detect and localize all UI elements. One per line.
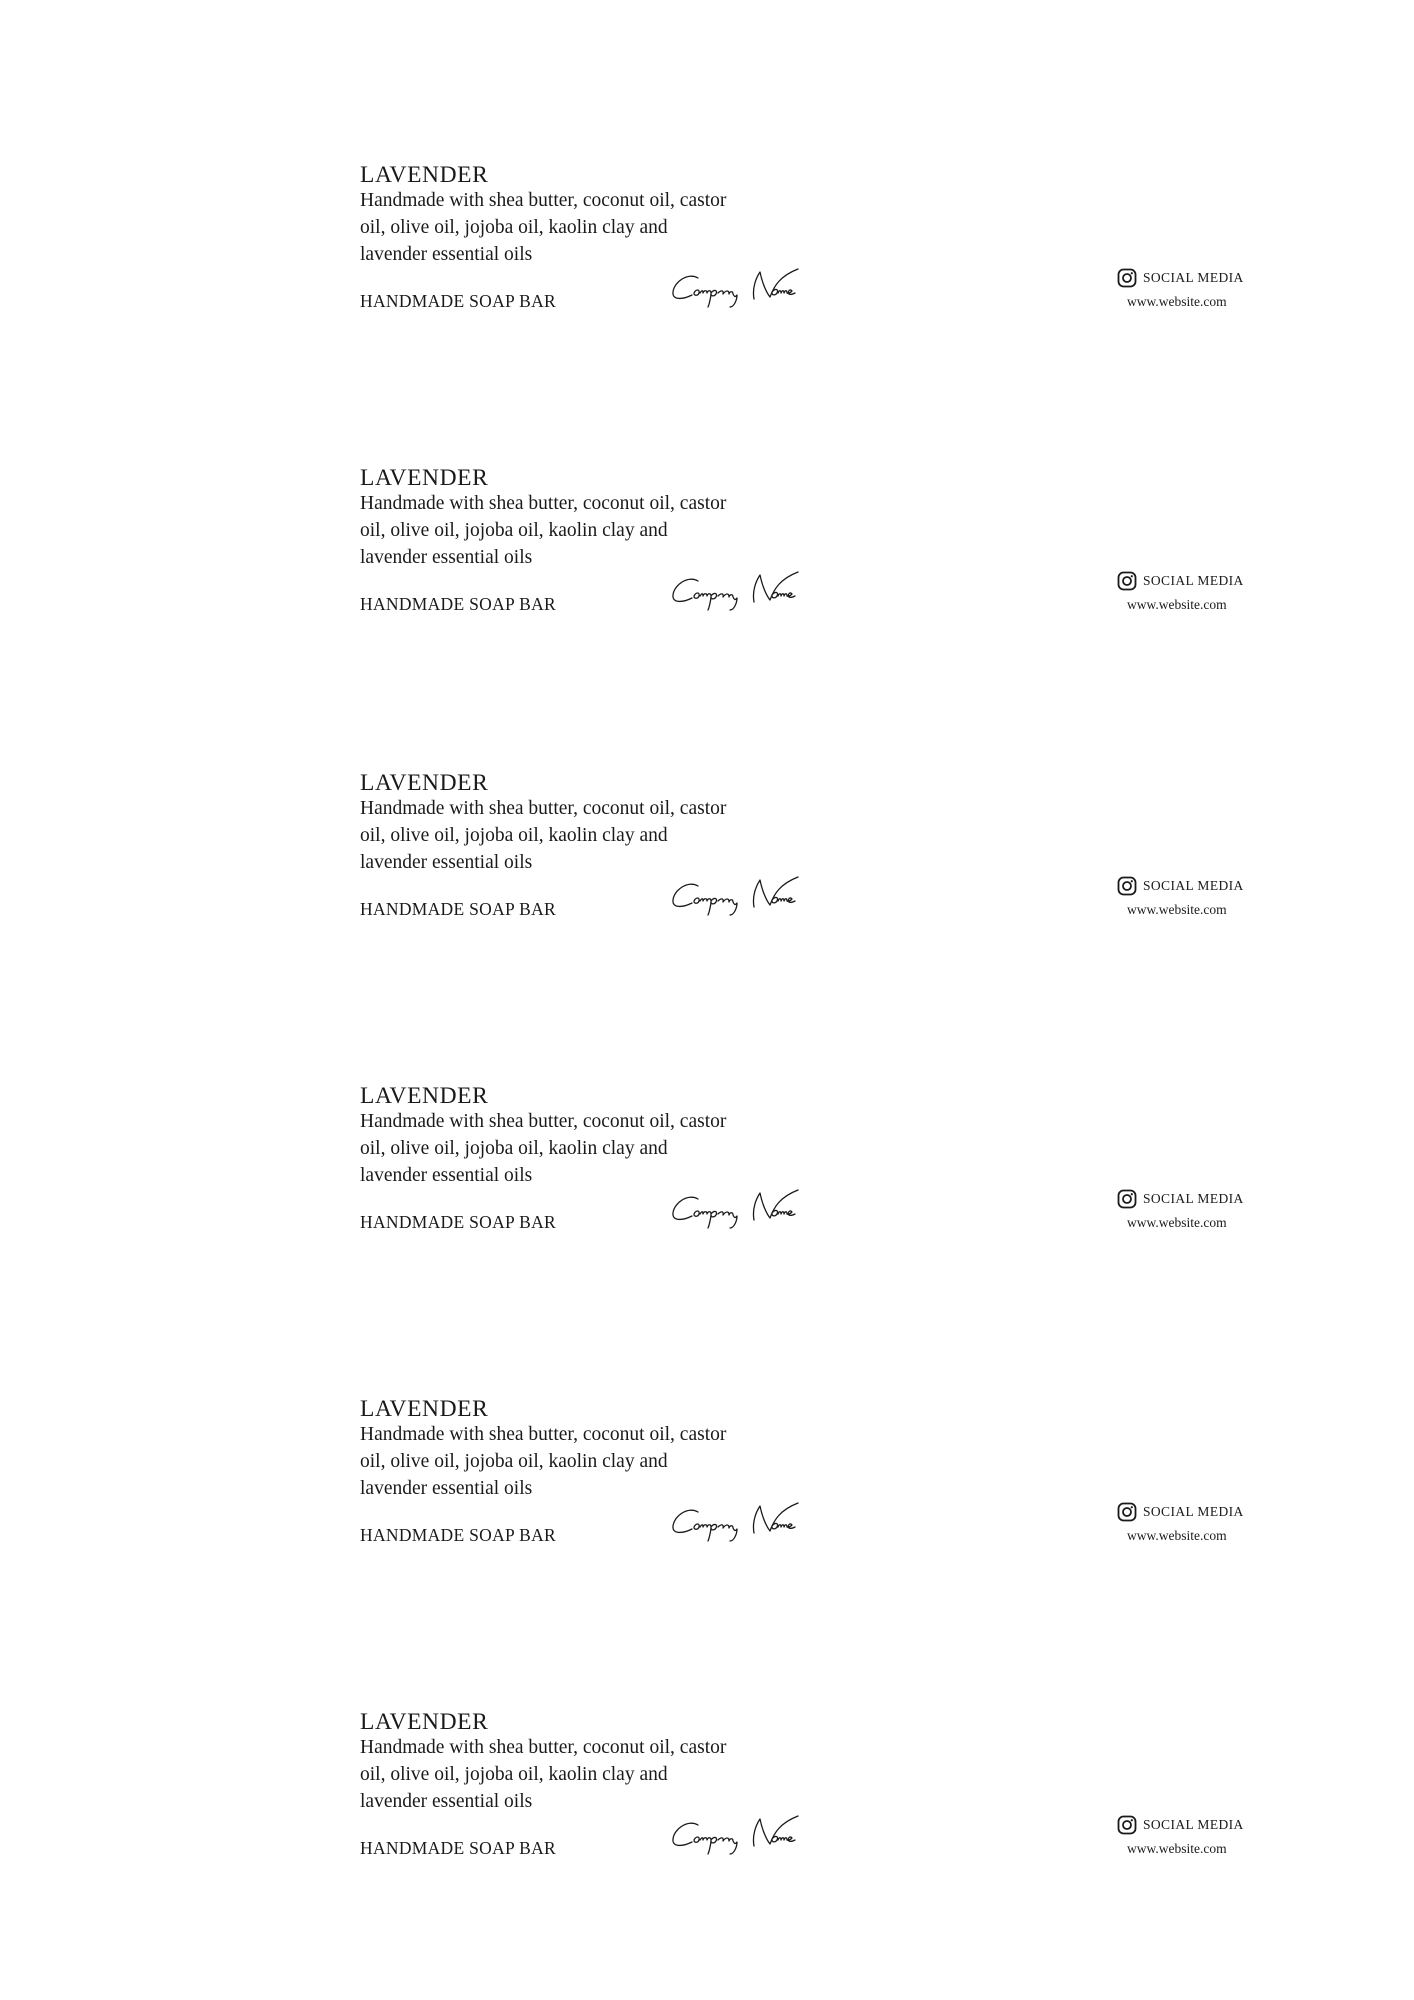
ingredients-line: oil, olive oil, jojoba oil, kaolin clay and — [360, 217, 668, 238]
company-logo — [670, 567, 820, 615]
website-url: www.website.com — [1127, 294, 1227, 309]
ingredients-line: Handmade with shea butter, coconut oil, castor — [360, 493, 727, 514]
soap-type: HANDMADE SOAP BAR — [360, 594, 557, 614]
social-media-label: SOCIAL MEDIA — [1143, 270, 1244, 285]
company-signature — [670, 567, 820, 615]
company-signature — [670, 1811, 820, 1859]
company-signature — [670, 872, 820, 920]
social-media-label: SOCIAL MEDIA — [1143, 573, 1244, 588]
website-url: www.website.com — [1127, 597, 1227, 612]
company-signature — [670, 1498, 820, 1546]
ingredients-line: oil, olive oil, jojoba oil, kaolin clay and — [360, 1764, 668, 1785]
soap-label — [0, 161, 1414, 341]
soap-label — [0, 1708, 1414, 1888]
ingredients-line: Handmade with shea butter, coconut oil, castor — [360, 190, 727, 211]
ingredients-line: lavender essential oils — [360, 1165, 533, 1186]
soap-type: HANDMADE SOAP BAR — [360, 1525, 557, 1545]
ingredients-text — [360, 187, 800, 268]
social-media-label: SOCIAL MEDIA — [1143, 1191, 1244, 1206]
social-media-row — [1117, 1501, 1244, 1523]
instagram-icon — [1117, 1815, 1137, 1835]
ingredients-line: Handmade with shea butter, coconut oil, castor — [360, 798, 727, 819]
ingredients-line: oil, olive oil, jojoba oil, kaolin clay and — [360, 1451, 668, 1472]
company-logo — [670, 264, 820, 312]
ingredients-line: lavender essential oils — [360, 547, 533, 568]
instagram-icon — [1117, 876, 1137, 896]
social-media-label: SOCIAL MEDIA — [1143, 1817, 1244, 1832]
ingredients-line: Handmade with shea butter, coconut oil, castor — [360, 1111, 727, 1132]
company-logo — [670, 1185, 820, 1233]
ingredients-line: Handmade with shea butter, coconut oil, castor — [360, 1737, 727, 1758]
website-url: www.website.com — [1127, 1215, 1227, 1230]
product-name: LAVENDER — [360, 1396, 489, 1422]
product-name: LAVENDER — [360, 1709, 489, 1735]
product-name: LAVENDER — [360, 162, 489, 188]
social-media-row — [1117, 1188, 1244, 1210]
instagram-icon — [1117, 571, 1137, 591]
ingredients-line: lavender essential oils — [360, 1791, 533, 1812]
ingredients-text — [360, 1421, 800, 1502]
product-name: LAVENDER — [360, 1083, 489, 1109]
soap-label — [0, 1082, 1414, 1262]
social-media-row — [1117, 570, 1244, 592]
social-media-row — [1117, 267, 1244, 289]
ingredients-line: oil, olive oil, jojoba oil, kaolin clay and — [360, 825, 668, 846]
soap-type: HANDMADE SOAP BAR — [360, 1838, 557, 1858]
soap-type: HANDMADE SOAP BAR — [360, 291, 557, 311]
social-media-label: SOCIAL MEDIA — [1143, 878, 1244, 893]
company-logo — [670, 872, 820, 920]
soap-label — [0, 769, 1414, 949]
company-signature — [670, 1185, 820, 1233]
company-logo — [670, 1811, 820, 1859]
ingredients-line: oil, olive oil, jojoba oil, kaolin clay and — [360, 1138, 668, 1159]
social-media-label: SOCIAL MEDIA — [1143, 1504, 1244, 1519]
soap-type: HANDMADE SOAP BAR — [360, 899, 557, 919]
ingredients-line: oil, olive oil, jojoba oil, kaolin clay and — [360, 520, 668, 541]
website-url: www.website.com — [1127, 1841, 1227, 1856]
ingredients-line: Handmade with shea butter, coconut oil, castor — [360, 1424, 727, 1445]
social-media-row — [1117, 875, 1244, 897]
company-logo — [670, 1498, 820, 1546]
ingredients-line: lavender essential oils — [360, 852, 533, 873]
instagram-icon — [1117, 1502, 1137, 1522]
product-name: LAVENDER — [360, 465, 489, 491]
ingredients-text — [360, 1108, 800, 1189]
ingredients-line: lavender essential oils — [360, 1478, 533, 1499]
instagram-icon — [1117, 268, 1137, 288]
ingredients-line: lavender essential oils — [360, 244, 533, 265]
social-media-row — [1117, 1814, 1244, 1836]
soap-type: HANDMADE SOAP BAR — [360, 1212, 557, 1232]
website-url: www.website.com — [1127, 1528, 1227, 1543]
ingredients-text — [360, 1734, 800, 1815]
ingredients-text — [360, 795, 800, 876]
instagram-icon — [1117, 1189, 1137, 1209]
soap-label — [0, 464, 1414, 644]
website-url: www.website.com — [1127, 902, 1227, 917]
soap-label — [0, 1395, 1414, 1575]
ingredients-text — [360, 490, 800, 571]
product-name: LAVENDER — [360, 770, 489, 796]
company-signature — [670, 264, 820, 312]
